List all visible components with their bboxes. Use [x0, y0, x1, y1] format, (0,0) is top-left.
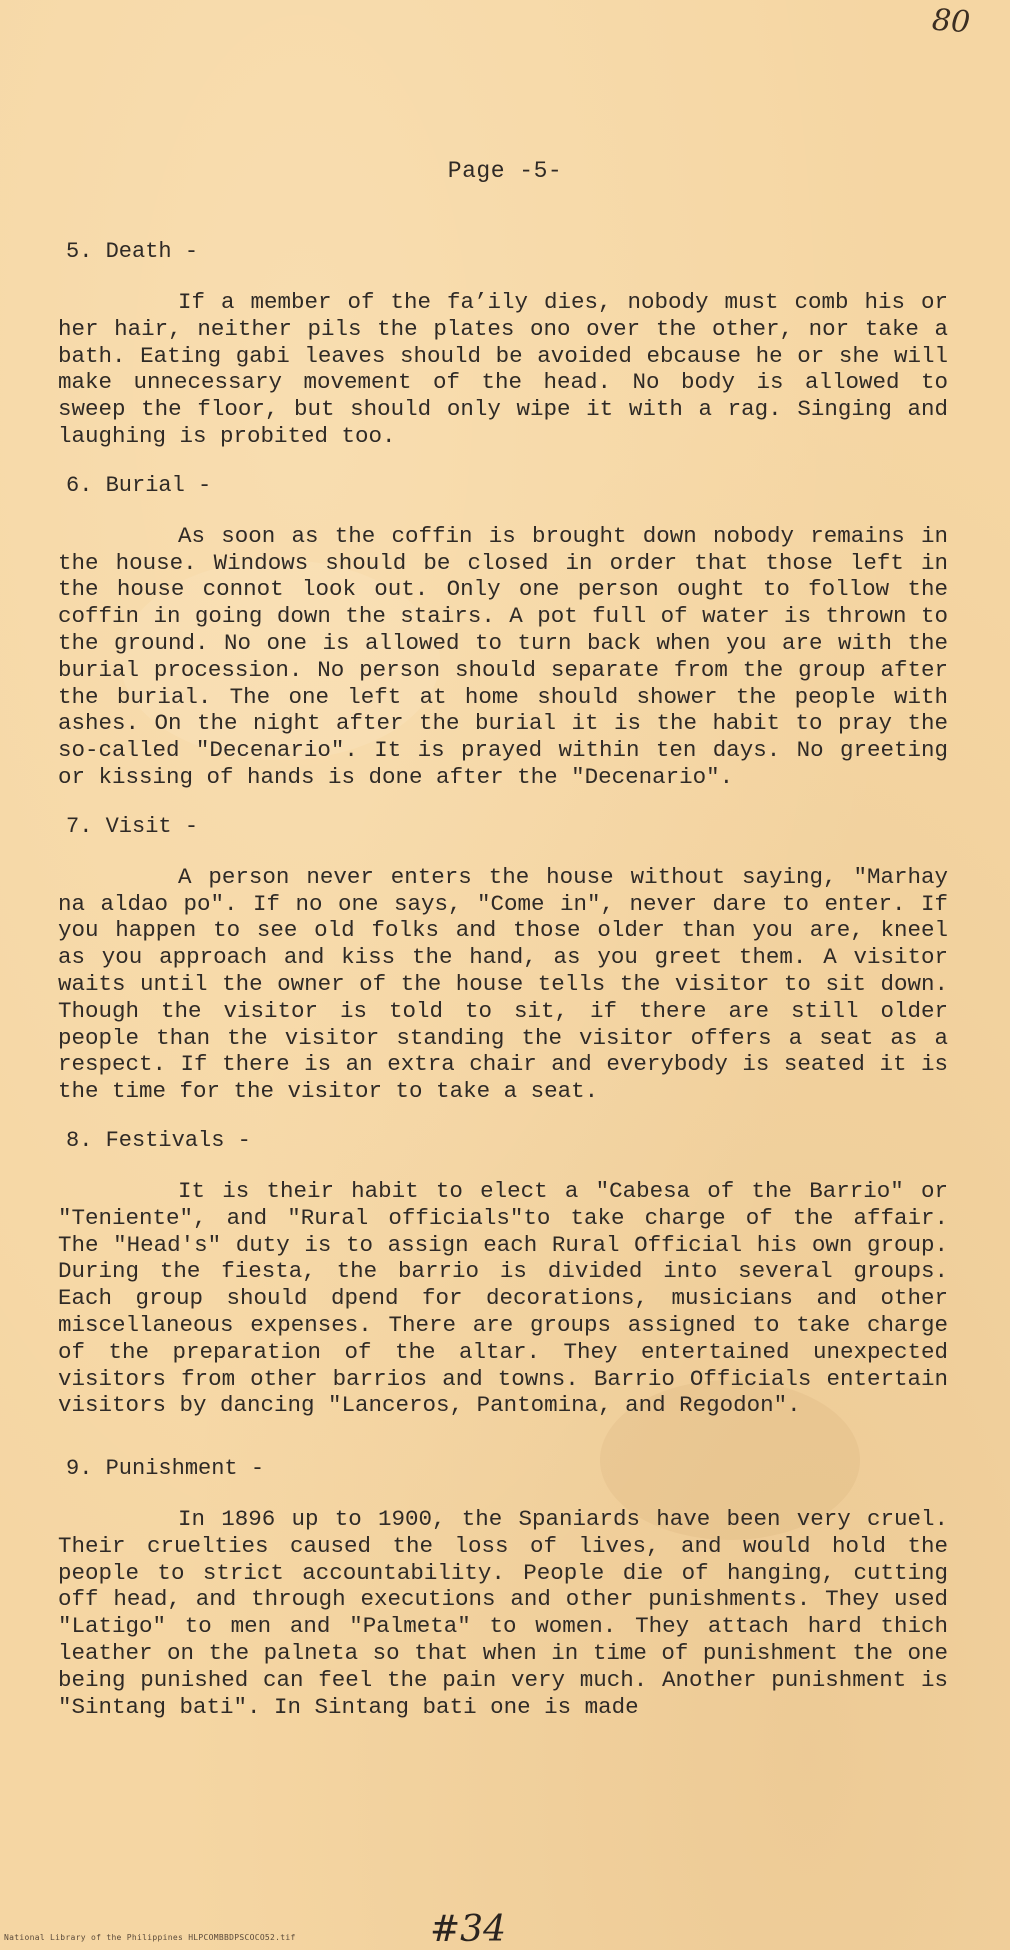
document-body: [58, 238, 948, 1720]
section-paragraph: [58, 1178, 948, 1419]
page-title: Page -5-: [447, 158, 563, 184]
section-heading: 7. Visit -: [66, 813, 199, 839]
section-paragraph: [58, 864, 948, 1105]
paragraph-text: A person never enters the house without saying, "Marhay na aldao po". If no one says, "Come in", never dare to enter. If you happen to see old folks and those older than you are, kneel as you approach and kiss the hand, as you greet them. A visitor waits until the owner of the house tells the visitor to sit down. Though the visitor is told to sit, if there are still older people than the visitor standing the visitor offers a seat as a respect. If there is an extra chair and everybody is seated it is the time for the visitor to take a seat.: [58, 863, 948, 1105]
section-paragraph: [58, 289, 948, 450]
section-heading: 9. Punishment -: [66, 1456, 265, 1482]
section-punishment: [58, 1455, 948, 1720]
section-heading: 5. Death -: [66, 239, 199, 264]
section-visit: [58, 813, 948, 1105]
paragraph-text: If a member of the fa’ily dies, nobody must comb his or her hair, neither pils the plates ono over the other, nor take a bath. Eating gabi leaves should be avoided ebcause he or she will make unnecessary movement of the head. No body is allowed to sweep the floor, but should only wipe it with a rag. Singing and laughing is probited too.: [58, 289, 948, 449]
section-paragraph: [58, 523, 948, 791]
paragraph-text: It is their habit to elect a "Cabesa of the Barrio" or "Teniente", and "Rural officials"to take charge of the affair. The "Head's" duty is to assign each Rural Official his own group. During the fiesta, the barrio is divided into several groups. Each group should dpend for decorations, musicians and other miscellaneous expenses. There are groups assigned to take charge of the preparation of the altar. They entertained unexpected visitors from other barrios and towns. Barrio Officials entertain visitors by dancing "Lanceros, Pantomina, and Regodon".: [58, 1177, 948, 1419]
section-paragraph: [58, 1506, 948, 1720]
section-festivals: [58, 1127, 948, 1419]
handwritten-sheet-number: #34: [430, 1909, 506, 1950]
paragraph-text: In 1896 up to 1900, the Spaniards have been very cruel. Their cruelties caused the loss of lives, and would hold the people to strict accountability. People die of hanging, cutting off head, and through executions and other punishments. They used "Latigo" to men and "Palmeta" to women. They attach hard thich leather on the palneta so that when in time of punishment the one being punished can feel the pain very much. Another punishment is "Sintang bati". In Sintang bati one is made: [58, 1506, 948, 1720]
handwritten-page-number: 80: [930, 2, 972, 41]
paragraph-text: As soon as the coffin is brought down nobody remains in the house. Windows should be closed in order that those left in the house connot look out. Only one person ought to follow the coffin in going down the stairs. A pot full of water is thrown to the ground. No one is allowed to turn back when you are with the burial procession. No person should separate from the group after the burial. The one left at home should shower the people with ashes. On the night after the burial it is the habit to pray the so-called "Decenario". It is prayed within ten days. No greeting or kissing of hands is done after the "Decenario".: [58, 522, 948, 790]
archive-footer-line: National Library of the Philippines HLPCOMBBDPSCOCO52.tif: [4, 1933, 296, 1942]
section-heading: 6. Burial -: [66, 472, 212, 498]
section-heading: 8. Festivals -: [66, 1127, 251, 1153]
section-death: [58, 238, 948, 450]
section-burial: [58, 472, 948, 791]
